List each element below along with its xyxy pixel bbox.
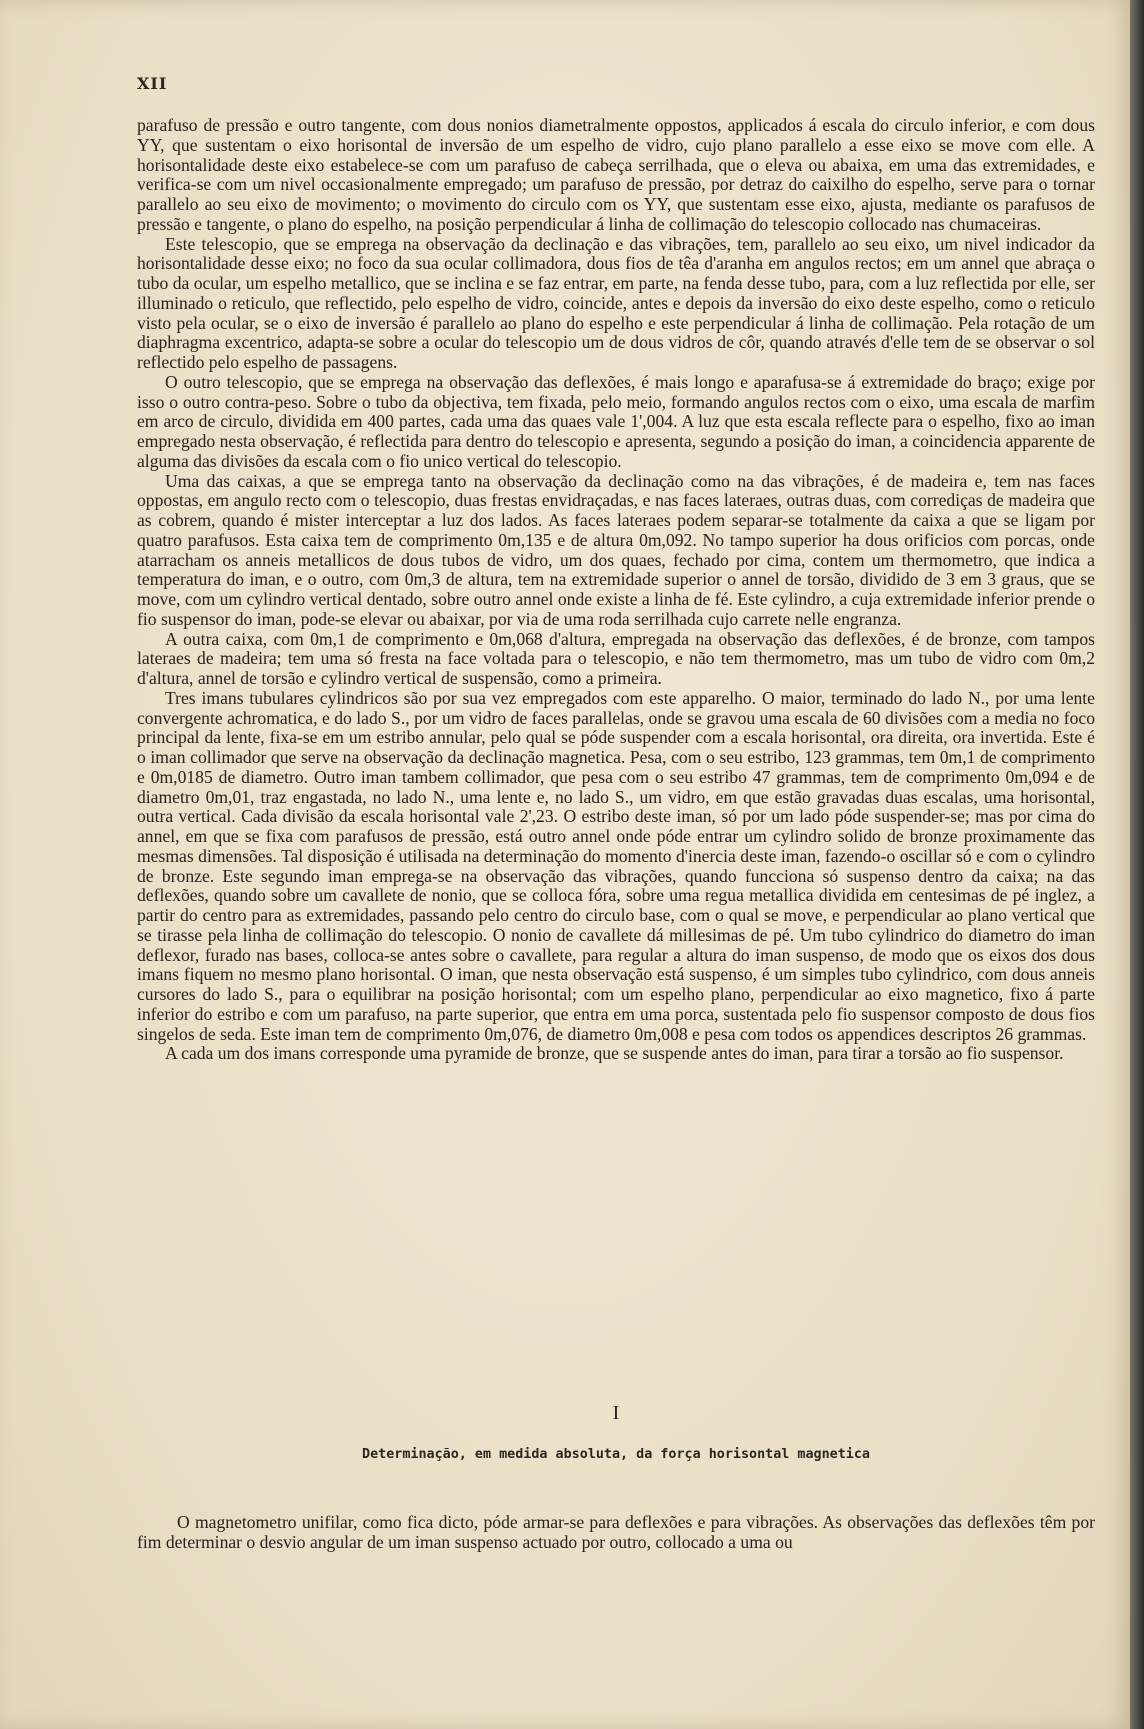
page-edge-shadow — [1130, 0, 1144, 1729]
section-title: Determinação, em medida absoluta, da força horisontal magnetica — [362, 1447, 870, 1462]
paragraph-6: Tres imans tubulares cylindricos são por sua vez empregados com este apparelho. O maior, terminado do lado N., por uma lente convergente achromatica, e do lado S., por um vidro de faces parallelas, onde se gravou uma escala de 60 divisões com a media no foco principal da lente, fixa-se em um estribo annular, pelo qual se póde suspender com a escala horisontal, ora direita, ora invertida. Este é o iman collimador que serve na observação da declinação magnetica. Pesa, com o seu estribo, 123 grammas, tem 0m,1 de comprimento e 0m,0185 de diametro. Outro iman tambem collimador, que pesa com o seu estribo 47 grammas, tem de comprimento 0m,094 e de diametro 0m,01, traz engastada, no lado N., uma lente e, no lado S., um vidro, em que estão gravadas duas escalas, uma horisontal, outra vertical. Cada divisão da escala horisontal vale 2',23. O estribo deste iman, só por um lado póde suspender-se; mas por cima do annel, em que se fixa com parafusos de pressão, está outro annel onde póde entrar um cylindro solido de bronze proximamente das mesmas dimensões. Tal disposição é utilisada na determinação do momento d'inercia deste iman, fazendo-o oscillar só e com o cylindro de bronze. Este segundo iman emprega-se na observação das vibrações, quando funcciona só suspenso dentro da caixa; na das deflexões, quando sobre um cavallete de nonio, que se colloca fóra, sobre uma regua metallica dividida em centesimas de pé inglez, a partir do centro para as extremidades, passando pelo centro do circulo base, com o qual se move, e perpendicular ao plano vertical que se tirasse pela linha de collimação do telescopio. O nonio de cavallete dá millesimas de pé. Um tubo cylindrico do diametro do iman deflexor, furado nas bases, colloca-se antes sobre o cavallete, para regular a altura do iman suspenso, de modo que os eixos dos dous imans fiquem no mesmo plano horisontal. O iman, que nesta observação está suspenso, é um simples tubo cylindrico, com dous anneis cursores do lado S., para o equilibrar na posição horisontal; com um espelho plano, perpendicular ao eixo magnetico, fixo á parte inferior do estribo e com um parafuso, na parte superior, que entra em uma porca, sustentada pelo fio suspensor composto de dous fios singelos de seda. Este iman tem de comprimento 0m,076, de diametro 0m,008 e pesa com todos os appendices descriptos 26 grammas. — [137, 687, 1095, 1044]
paragraph-5: A outra caixa, com 0m,1 de comprimento e 0m,068 d'altura, empregada na observação das deflexões, é de bronze, com tampos lateraes de madeira; tem uma só fresta na face voltada para o telescopio, e não tem thermometro, mas um tubo de vidro com 0m,2 d'altura, annel de torsão e cylindro vertical de suspensão, como a primeira. — [137, 628, 1095, 688]
paragraph-2: Este telescopio, que se emprega na observação da declinação e das vibrações, tem, parallelo ao seu eixo, um nivel indicador da horisontalidade desse eixo; no foco da sua ocular collimadora, dous fios de têa d'aranha em angulos rectos; em um annel que abraça o tubo da ocular, um espelho metallico, que se inclina e se faz entrar, em parte, na fenda desse tubo, para, com a luz reflectida por elle, ser illuminado o reticulo, que reflectido, pelo espelho de vidro, coincide, antes e depois da inversão do eixo deste espelho, como o reticulo visto pela ocular, se o eixo de inversão é parallelo ao plano do espelho e este perpendicular á linha de collimação. Pela rotação de um diaphragma excentrico, adapta-se sobre a ocular do telescopio um de dous vidros de côr, quando através d'elle tem de se observar o sol reflectido pelo espelho de passagens. — [137, 233, 1095, 372]
section-number: I — [612, 1402, 620, 1424]
page-number-header: XII — [137, 74, 168, 93]
paragraph-4: Uma das caixas, a que se emprega tanto na observação da declinação como na das vibrações, é de madeira e, tem nas faces oppostas, em angulo recto com o telescopio, duas frestas envidraçadas, e nas faces lateraes, outras duas, com corrediças de madeira que as cobrem, quando é mister interceptar a luz dos lados. As faces lateraes podem separar-se totalmente da caixa a que se ligam por quatro parafusos. Esta caixa tem de comprimento 0m,135 e de altura 0m,092. No tampo superior ha dous orificios com porcas, onde atarracham os anneis metallicos de dous tubos de vidro, um dos quaes, fechado por cima, contem um thermometro, que indica a temperatura do iman, e o outro, com 0m,3 de altura, tem na extremidade superior o annel de torsão, dividido de 3 em 3 graus, que se move, com um cylindro vertical dentado, sobre outro annel onde existe a linha de fé. Este cylindro, a cuja extremidade inferior prende o fio suspensor do iman, pode-se elevar ou abaixar, por via de uma roda serrilhada cujo carrete nelle engranza. — [137, 470, 1095, 629]
section-paragraph: O magnetometro unifilar, como fica dicto, póde armar-se para deflexões e para vibrações. As observações das deflexões têm por fim determinar o desvio angular de um iman suspenso actuado por outro, collocado a uma ou — [137, 1512, 1095, 1552]
paragraph-7: A cada um dos imans corresponde uma pyramide de bronze, que se suspende antes do iman, para tirar a torsão ao fio suspensor. — [165, 1043, 1064, 1064]
section-body-text — [137, 1512, 1095, 1552]
page-body-text — [137, 116, 1095, 1064]
paragraph-3: O outro telescopio, que se emprega na observação das deflexões, é mais longo e aparafusa-se á extremidade do braço; exige por isso o outro contra-peso. Sobre o tubo da objectiva, tem fixada, pelo meio, formando angulos rectos com o eixo, uma escala de marfim em arco de circulo, dividida em 400 partes, cada uma das quaes vale 1',004. A luz que esta escala reflecte para o espelho, fixo ao iman empregado nesta observação, é reflectida para dentro do telescopio e apresenta, segundo a posição do iman, a coincidencia apparente de alguma das divisões da escala com o fio unico vertical do telescopio. — [137, 371, 1095, 471]
paragraph-1: parafuso de pressão e outro tangente, com dous nonios diametralmente oppostos, applicados á escala do circulo inferior, e com dous YY, que sustentam o eixo horisontal de inversão de um espelho de vidro, cujo plano parallelo a esse eixo se move com elle. A horisontalidade deste eixo estabelece-se com um parafuso de cabeça serrilhada, que o eleva ou abaixa, em uma das extremidades, e verifica-se com um nivel occasionalmente empregado; um parafuso de pressão, por detraz do caixilho do espelho, serve para o tornar parallelo ao seu eixo de movimento; o movimento do circulo com os YY, que sustentam esse eixo, ajusta, mediante os parafusos de pressão e tangente, o plano do espelho, na posição perpendicular á linha de collimação do telescopio collocado nas chumaceiras. — [137, 115, 1095, 234]
